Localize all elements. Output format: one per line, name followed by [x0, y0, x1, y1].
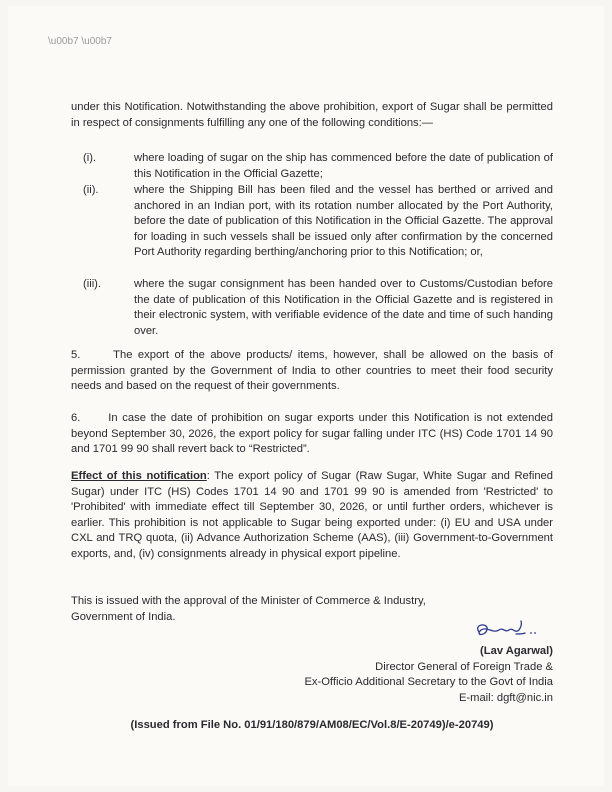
- intro-paragraph: under this Notification. Notwithstanding the above prohibition, export of Sugar shall be permitted in respect of consignments fulfilling any one of the following conditions:—: [71, 101, 553, 129]
- condition-text: where the Shipping Bill has been filed and the vessel has berthed or arrived and anchored in an Indian port, with its rotation number allocated by the Port Authority, before the date of publication of this Notification in the Official Gazette. The approval for loading in such vessels shall be issued only after confirmation by the concerned Port Authority regarding berthing/anchoring prior to this Notification; or,: [134, 184, 553, 259]
- effect-heading: Effect of this notification: [71, 470, 207, 482]
- paragraph-5: 5. The export of the above products/ items, however, shall be allowed on the basis of permission granted by the Government of India to other countries to meet their food security needs and based on the request of their governments.: [71, 349, 553, 393]
- document-page: [8, 6, 604, 786]
- condition-text: where the sugar consignment has been handed over to Customs/Custodian before the date of publication of this Notification in the Official Gazette and is registered in their electronic system, with verifiable evidence of the date and time of such handing over.: [134, 278, 553, 337]
- handwritten-signature: [461, 618, 551, 642]
- condition-number: (iii).: [83, 278, 102, 290]
- signatory-name: (Lav Agarwal): [480, 645, 553, 657]
- paragraph-6: 6. In case the date of prohibition on sugar exports under this Notification is not extended beyond September 30, 2026, the export policy for sugar falling under ITC (HS) Code 1701 14 90 and 1701 99 90 shall revert back to “Restricted”.: [71, 412, 553, 456]
- scan-mark: \u00b7 \u00b7: [48, 36, 112, 47]
- effect-body: : The export policy of Sugar (Raw Sugar, White Sugar and Refined Sugar) under ITC (HS) Codes 1701 14 90 and 1701 99 90 is amended from 'Restricted' to 'Prohibited' with immediate effect till September 30, 2026, or until further orders, whichever is earlier. This prohibition is not applicable to Sugar being exported under: (i) EU and USA under CXL and TRQ quota, (ii) Advance Authorization Scheme (AAS), (iii) Government-to-Government exports, and, (iv) consignments already in physical export pipeline.: [71, 470, 553, 560]
- effect-paragraph: [71, 469, 553, 563]
- condition-number: (i).: [83, 152, 97, 164]
- approval-statement: This is issued with the approval of the Minister of Commerce & Industry, Government of India.: [71, 595, 426, 623]
- condition-text: where loading of sugar on the ship has commenced before the date of publication of this Notification in the Official Gazette;: [134, 152, 553, 180]
- signatory-title-2: Ex-Officio Additional Secretary to the Govt of India: [304, 676, 553, 689]
- signatory-title: Director General of Foreign Trade &: [375, 660, 553, 673]
- condition-number: (ii).: [83, 184, 99, 196]
- signatory-details: [273, 644, 553, 706]
- file-reference: (Issued from File No. 01/91/180/879/AM08/EC/Vol.8/E-20749)/e-20749): [130, 719, 494, 731]
- signatory-email: E-mail: dgft@nic.in: [458, 691, 553, 704]
